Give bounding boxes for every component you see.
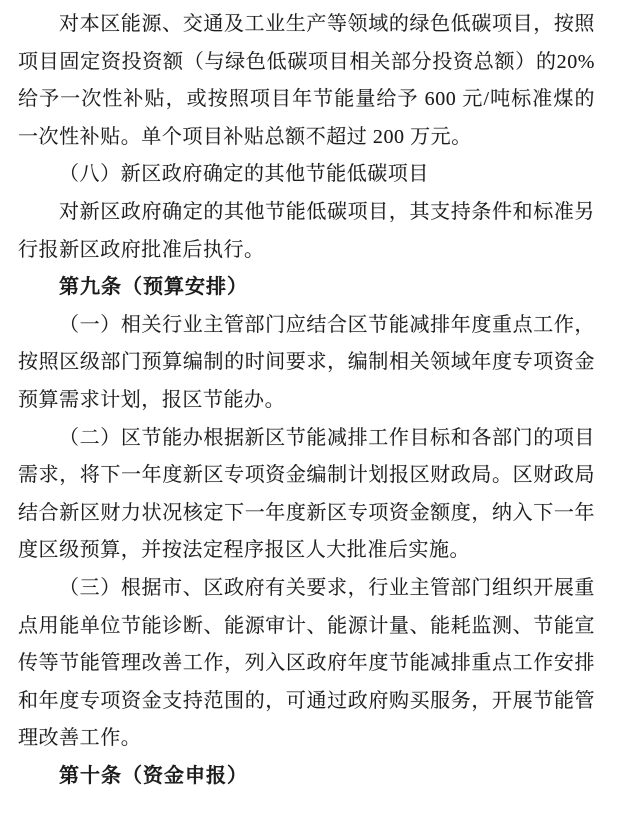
paragraph-item-three-energy-management: （三）根据市、区政府有关要求，行业主管部门组织开展重点用能单位节能诊断、能源审计、能源计量、能耗监测、节能宣传等节能管理改善工作，列入区政府年度节能减排重点工作安排和年度专项资金支持范围的，可通过政府购买服务，开展节能管理改善工作。 bbox=[18, 576, 595, 750]
paragraph-green-low-carbon-subsidy: 对本区能源、交通及工业生产等领域的绿色低碳项目，按照项目固定资投资额（与绿色低碳项目相关部分投资总额）的20%给予一次性补贴，或按照项目年节能量给予 600 元/吨标准煤的一次性补贴。单个项目补贴总额不超过 200 万元。 bbox=[18, 13, 595, 148]
paragraph-item-two-fund-quota: （二）区节能办根据新区节能减排工作目标和各部门的项目需求，将下一年度新区专项资金编制计划报区财政局。区财政局结合新区财力状况核定下一年度新区专项资金额度，纳入下一年度区级预算，并按法定程序报区人大批准后实施。 bbox=[18, 426, 595, 562]
heading-article-nine-budget-arrangement: 第九条（预算安排） bbox=[59, 276, 248, 299]
paragraph-item-one-budget-plan: （一）相关行业主管部门应结合区节能减排年度重点工作，按照区级部门预算编制的时间要求，编制相关领域年度专项资金预算需求计划，报区节能办。 bbox=[18, 313, 595, 411]
paragraph-item-eight-title: （八）新区政府确定的其他节能低碳项目 bbox=[59, 163, 429, 186]
paragraph-other-projects-approval: 对新区政府确定的其他节能低碳项目，其支持条件和标准另行报新区政府批准后执行。 bbox=[18, 200, 595, 261]
heading-article-ten-fund-application: 第十条（资金申报） bbox=[59, 764, 248, 787]
